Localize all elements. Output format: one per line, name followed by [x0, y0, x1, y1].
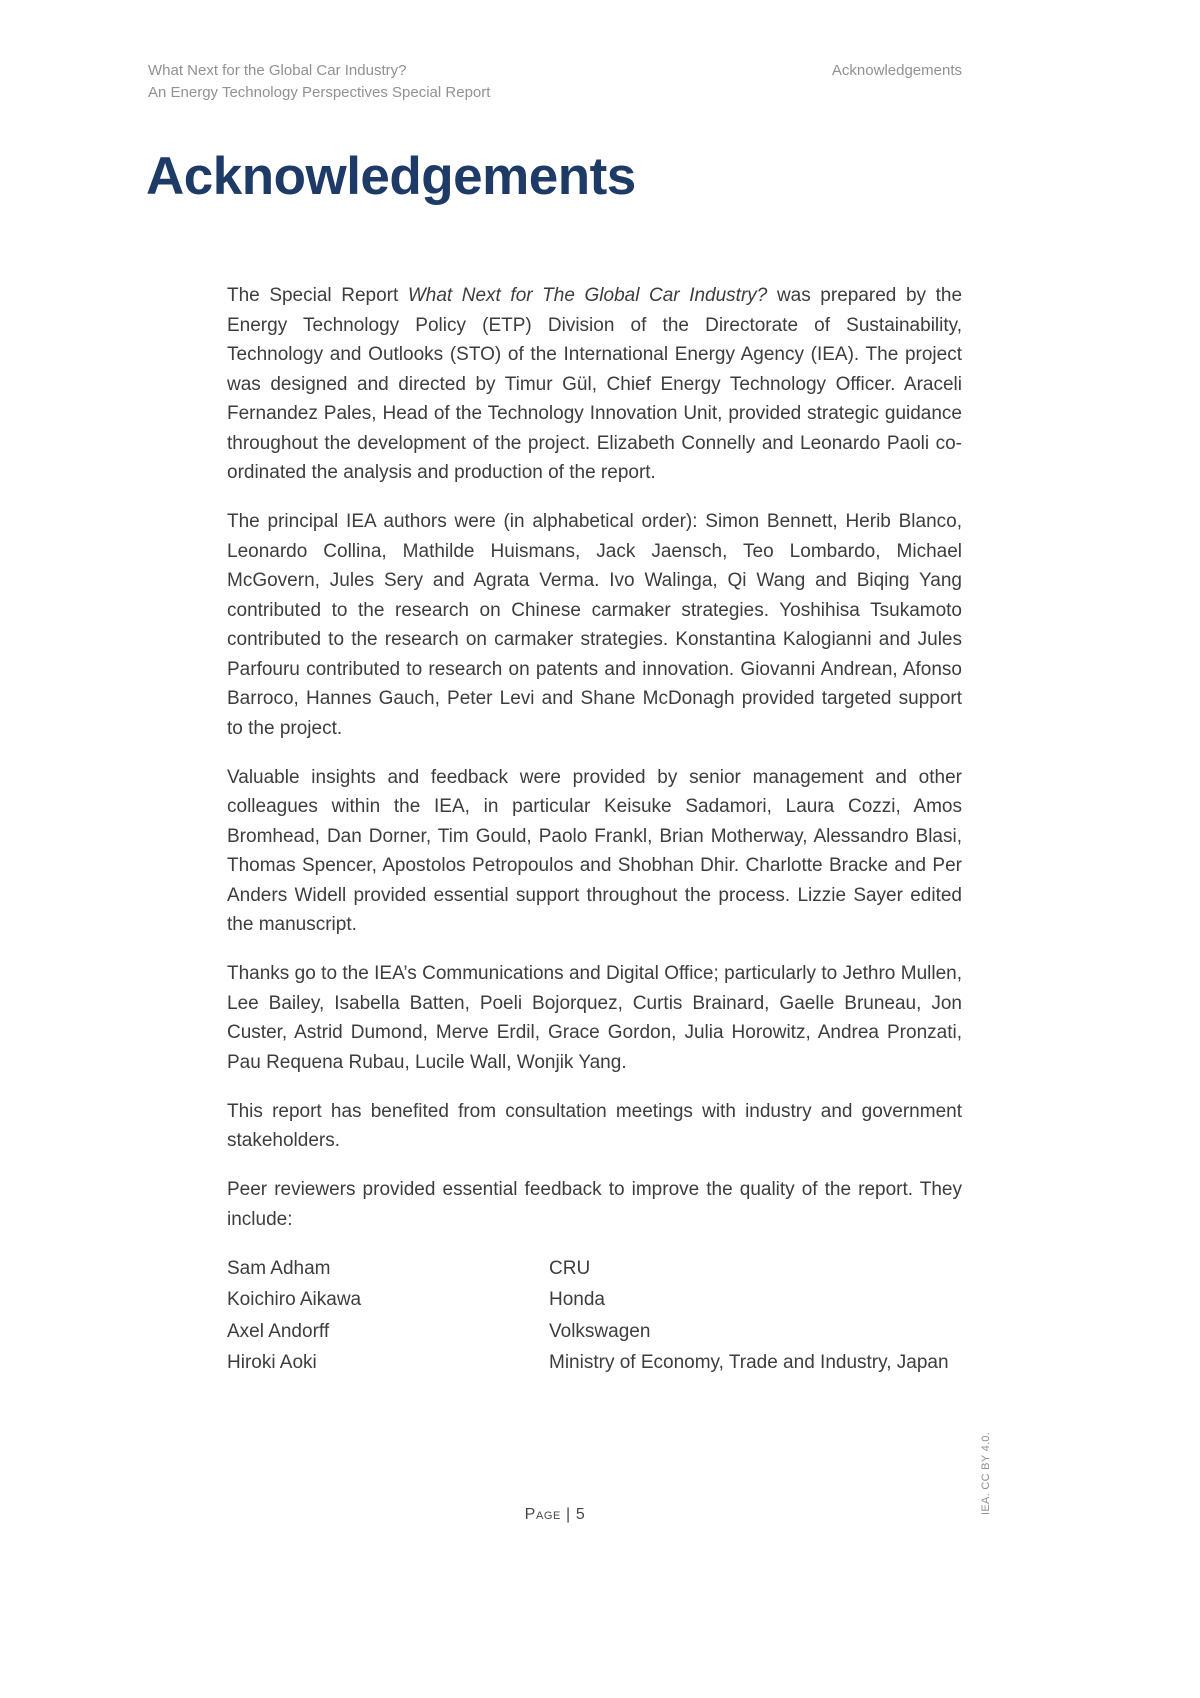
license-note: IEA. CC BY 4.0. [980, 1431, 992, 1515]
reviewer-row [227, 1317, 962, 1347]
reviewer-name: Koichiro Aikawa [227, 1289, 362, 1310]
paragraph-2: The principal IEA authors were (in alphabetical order): Simon Bennett, Herib Blanco, Leonardo Collina, Mathilde Huismans, Jack Jaensch, Teo Lombardo, Michael McGovern, Jules Sery and Agrata Verma. Ivo Walinga, Qi Wang and Biqing Yang contributed to the research on Chinese carmaker strategies. Yoshihisa Tsukamoto contributed to the research on carmaker strategies. Konstantina Kalogianni and Jules Parfouru contributed to research on patents and innovation. Giovanni Andrean, Afonso Barroco, Hannes Gauch, Peter Levi and Shane McDonagh provided targeted support to the project. [227, 511, 962, 739]
page-title: Acknowledgements [146, 147, 636, 206]
reviewer-name: Sam Adham [227, 1257, 331, 1279]
running-head-left [148, 60, 490, 104]
running-head-report-subtitle: An Energy Technology Perspectives Special Report [148, 84, 491, 101]
paragraph-5: This report has benefited from consultation meetings with industry and government stakeholders. [227, 1100, 962, 1151]
paragraph-3: Valuable insights and feedback were provided by senior management and other colleagues within the IEA, in particular Keisuke Sadamori, Laura Cozzi, Amos Bromhead, Dan Dorner, Tim Gould, Paolo Frankl, Brian Motherway, Alessandro Blasi, Thomas Spencer, Apostolos Petropoulos and Shobhan Dhir. Charlotte Bracke and Per Anders Widell provided essential support throughout the process. Lizzie Sayer edited the manuscript. [227, 766, 962, 935]
reviewer-name: Axel Andorff [227, 1320, 330, 1342]
reviewer-org: Honda [549, 1289, 605, 1310]
reviewer-row [227, 1285, 962, 1315]
paragraph-4: Thanks go to the IEA’s Communications and Digital Office; particularly to Jethro Mullen, Lee Bailey, Isabella Batten, Poeli Bojorquez, Curtis Brainard, Gaelle Bruneau, Jon Custer, Astrid Dumond, Merve Erdil, Grace Gordon, Julia Horowitz, Andrea Pronzati, Pau Requena Rubau, Lucile Wall, Wonjik Yang. [227, 963, 962, 1073]
running-head-report-title: What Next for the Global Car Industry? [148, 62, 407, 79]
reviewer-row [227, 1348, 962, 1378]
paragraph-6: Peer reviewers provided essential feedback to improve the quality of the report. They include: [227, 1179, 962, 1230]
reviewer-row [227, 1254, 962, 1284]
paragraph-1-lead: The Special Report [227, 285, 408, 306]
reviewer-org: CRU [549, 1257, 591, 1279]
paragraph-1 [227, 281, 962, 488]
report-title-italic: What Next for The Global Car Industry? [407, 285, 768, 306]
reviewer-list [227, 1254, 962, 1378]
reviewer-org: Volkswagen [549, 1320, 651, 1342]
page-footer [0, 1506, 1110, 1524]
page-number: Page | 5 [524, 1506, 586, 1523]
running-head [148, 60, 962, 104]
body-content [227, 281, 962, 1380]
reviewer-name: Hiroki Aoki [227, 1352, 317, 1373]
running-head-section-label: Acknowledgements [831, 62, 962, 79]
paragraph-1-rest: was prepared by the Energy Technology Policy (ETP) Division of the Directorate of Sustainability, Technology and Outlooks (STO) of the International Energy Agency (IEA). The project was designed and directed by Timur Gül, Chief Energy Technology Officer. Araceli Fernandez Pales, Head of the Technology Innovation Unit, provided strategic guidance throughout the development of the project. Elizabeth Connelly and Leonardo Paoli co-ordinated the analysis and production of the report. [227, 285, 963, 483]
reviewer-org: Ministry of Economy, Trade and Industry, Japan [549, 1352, 949, 1373]
